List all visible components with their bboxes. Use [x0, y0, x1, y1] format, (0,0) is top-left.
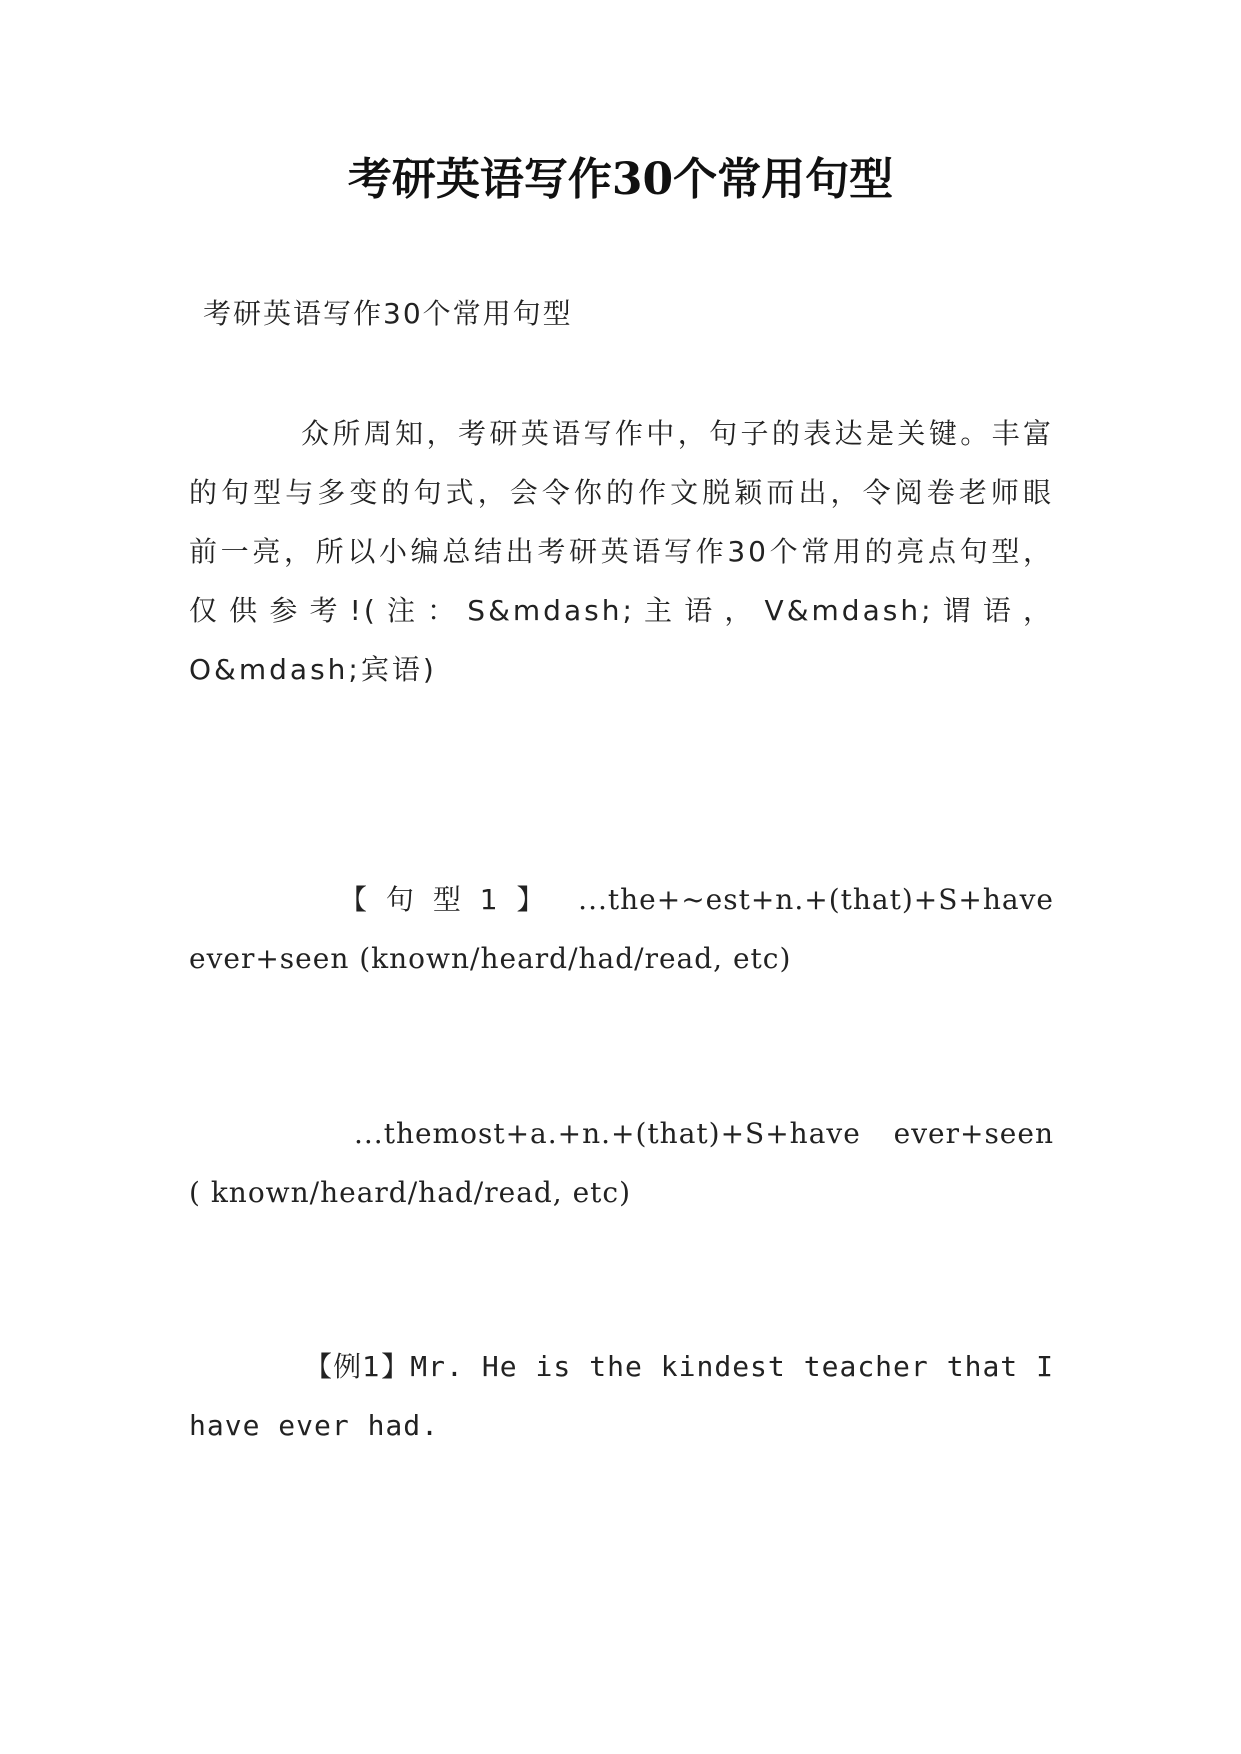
example-sentence: Mr. He is the kindest teacher that I have ever had. [189, 1350, 1054, 1442]
example-label: 【例1】 [304, 1350, 411, 1383]
pattern-label: 【句型1】 [339, 883, 564, 916]
sentence-pattern-1-alt: ...themost+a.+n.+(that)+S+have ever+seen ( known/heard/had/read, etc) [189, 1117, 1054, 1209]
intro-paragraph: 众所周知，考研英语写作中，句子的表达是关键。丰富的句型与多变的句式，会令你的作文脱颖而出，令阅卷老师眼前一亮，所以小编总结出考研英语写作30个常用的亮点句型，仅供参考!(注：S&mdash;主语，V&mdash;谓语，O&mdash;宾语) [189, 417, 1054, 686]
pattern-formula: ...the+~est+n.+(that)+S+have ever+seen (known/heard/had/read, etc) [189, 883, 1054, 975]
document-subtitle: 考研英语写作30个常用句型 [203, 297, 573, 330]
document-title: 考研英语写作30个常用句型 [347, 154, 894, 205]
example-1 [189, 1337, 1054, 1455]
sentence-pattern-1 [189, 870, 1054, 988]
